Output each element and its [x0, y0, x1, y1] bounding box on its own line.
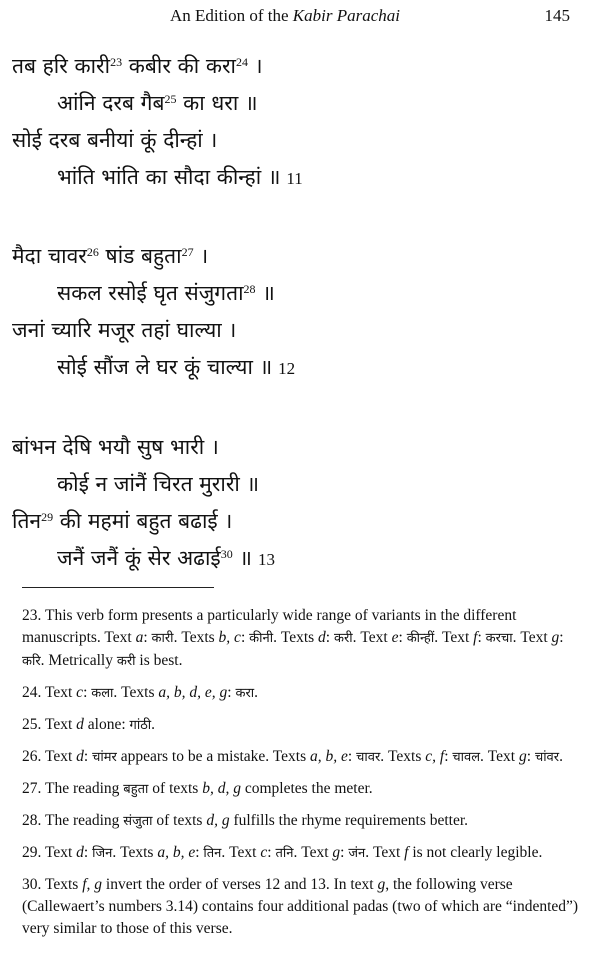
footnote: 24. Text c: कला. Texts a, b, d, e, g: करा. — [22, 684, 259, 701]
verse-line: तब हरि कारी$^{23}$ कबीर की करा$^{24}$ । — [12, 54, 263, 78]
footnote: 26. Text d: चांमर appears to be a mistake. Texts a, b, e: चावर. Texts c, f: चावल. Text g: चांवर. — [22, 748, 563, 765]
verse-number: 12 — [278, 359, 296, 378]
footnote: 23. This verb form presents a particularly wide range of variants in the different manuscripts. Text a: कारी. Texts b, c: कीनी. Texts d: करी. Text e: कीन्हीं. Text f: करचा. Text g: करि. Metrically करी is best. — [22, 607, 564, 669]
footnote: 27. The reading बहुता of texts b, d, g completes the meter. — [22, 780, 373, 797]
verse-line: भांति भांति का सौदा कीन्हां ॥ 11 — [57, 165, 303, 189]
devanagari-word: करा — [235, 686, 255, 701]
devanagari-word: कीनी — [249, 631, 274, 646]
text-siglum: g — [377, 876, 386, 893]
text-siglum: d — [76, 716, 84, 733]
text-siglum: g — [551, 629, 560, 646]
devanagari-word: कारी — [151, 631, 174, 646]
devanagari-word: चावल — [452, 750, 481, 765]
page-number: 145 — [544, 6, 570, 25]
text-siglum: a — [135, 629, 144, 646]
footnote: 29. Text d: जिन. Texts a, b, e: तिन. Text c: तनि. Text g: जंन. Text f is not clearly legible. — [22, 844, 543, 861]
verse-line: सोई सौंज ले घर कूं चाल्या ॥ 12 — [57, 355, 296, 379]
devanagari-word: संजुता — [123, 814, 153, 829]
footnote: 28. The reading संजुता of texts d, g fulfills the rhyme requirements better. — [22, 812, 469, 829]
text-siglum: d — [318, 629, 326, 646]
verse-line: कोई न जांनैं चिरत मुरारी ॥ — [57, 472, 260, 496]
footnote: 30. Texts f, g invert the order of verses 12 and 13. In text g, the following verse (Callewaert’s numbers 3.14) contains four additional padas (two of which are “indented”) very similar to those of this verse. — [22, 876, 579, 937]
footnote-ref: 29 — [41, 510, 54, 524]
text-siglum: c, f — [425, 748, 445, 765]
verse-line: जनैं जनैं कूं सेर अढाई$^{30}$ ॥ 13 — [57, 546, 275, 570]
verse-line: सकल रसोई घृत संजुगता$^{28}$ ॥ — [57, 281, 275, 305]
footnote-ref: 23 — [110, 55, 123, 69]
text-siglum: d — [76, 748, 84, 765]
footnote-ref: 25 — [164, 92, 177, 106]
header-title-italic: Kabir Parachai — [292, 6, 400, 25]
footnotes — [22, 605, 584, 949]
text-siglum: b, d, g — [202, 780, 241, 797]
verse-line: सोई दरब बनीयां कूं दीन्हां । — [12, 128, 218, 152]
header-title — [170, 6, 400, 26]
text-siglum: g — [519, 748, 527, 765]
verse-line: मैदा चावर$^{26}$ षांड बहुता$^{27}$ । — [12, 244, 209, 268]
devanagari-word: चांमर — [92, 750, 117, 765]
text-siglum: f, g — [82, 876, 103, 893]
footnote: 25. Text d alone: गांठी. — [22, 716, 156, 733]
devanagari-word: कला — [91, 686, 114, 701]
text-siglum: c — [260, 844, 268, 861]
text-siglum: a, b, d, e, g — [158, 684, 228, 701]
footnote-ref: 28 — [243, 282, 256, 296]
text-siglum: a, b, e — [157, 844, 196, 861]
devanagari-word: गांठी — [129, 718, 152, 733]
verse-number: 13 — [257, 550, 275, 569]
text-siglum: f — [473, 629, 478, 646]
footnote-ref: 24 — [236, 55, 248, 69]
text-siglum: b, c — [218, 629, 241, 646]
text-siglum: f — [404, 844, 409, 861]
text-siglum: e — [391, 629, 399, 646]
devanagari-word: करि — [22, 654, 41, 669]
text-siglum: a, b, e — [310, 748, 348, 765]
devanagari-word: करचा — [485, 631, 513, 646]
verse-line: आंनि दरब गैब$^{25}$ का धरा ॥ — [57, 91, 258, 115]
devanagari-word: चांवर — [534, 750, 560, 765]
header-title-text: An Edition of the — [170, 6, 289, 25]
verse-line: जनां च्यारि मजूर तहां घाल्या । — [12, 318, 237, 342]
verse-line: बांभन देषि भयौ सुष भारी । — [12, 435, 219, 459]
footnote-ref: 30 — [220, 547, 233, 561]
text-siglum: g — [332, 844, 341, 861]
devanagari-word: जंन — [348, 846, 366, 861]
devanagari-word: तिन — [203, 846, 222, 861]
devanagari-word: करी — [333, 631, 353, 646]
text-siglum: d, g — [206, 812, 230, 829]
devanagari-word: तनि — [275, 846, 294, 861]
running-header — [170, 6, 570, 30]
verse-line: तिन$^{29}$ की महमां बहुत बढाई । — [12, 509, 233, 533]
devanagari-word: जिन — [92, 846, 113, 861]
devanagari-word: कीन्हीं — [406, 631, 435, 646]
footnote-divider — [22, 587, 214, 588]
footnote-ref: 27 — [181, 245, 194, 259]
text-siglum: d — [76, 844, 84, 861]
footnote-ref: 26 — [86, 245, 99, 259]
devanagari-word: करी — [116, 654, 136, 669]
verse-number: 11 — [286, 169, 303, 188]
text-siglum: c — [76, 684, 84, 701]
devanagari-word: बहुता — [123, 782, 149, 797]
devanagari-word: चावर — [356, 750, 381, 765]
